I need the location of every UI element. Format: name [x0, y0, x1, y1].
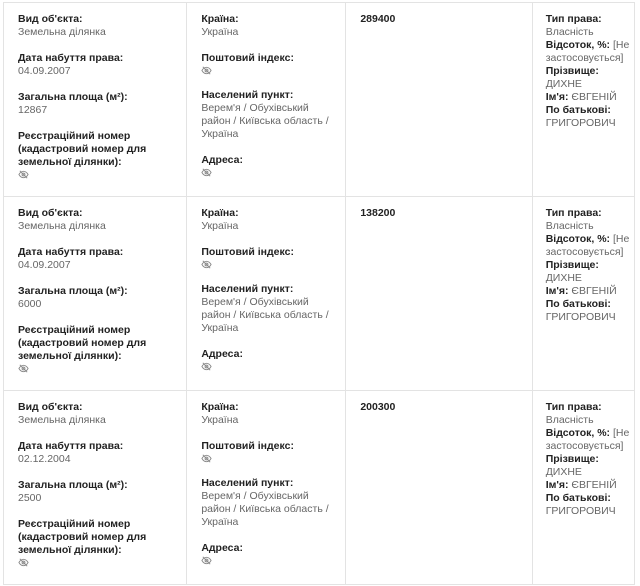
total-area-value: 12867: [18, 104, 48, 116]
eye-crossed-icon: [18, 363, 29, 374]
object-type-value: Земельна ділянка: [18, 26, 106, 38]
table-row: [4, 3, 635, 197]
value-amount: 200300: [360, 401, 396, 413]
value-amount: 138200: [360, 207, 396, 219]
total-area-value: 2500: [18, 492, 42, 504]
total-area-label: Загальна площа (м²):: [18, 285, 128, 297]
object-type-value: Земельна ділянка: [18, 220, 106, 232]
owner-cell: [532, 197, 634, 391]
total-area-label: Загальна площа (м²):: [18, 479, 128, 491]
locality-value: Верем'я / Обухівський район / Київська область / Україна: [201, 296, 329, 334]
object-cell: [4, 197, 187, 391]
acquired-date-value: 04.09.2007: [18, 65, 71, 77]
object-cell: [4, 391, 187, 585]
percent-label: Відсоток, %:: [545, 427, 611, 439]
percent-value: [Не застосовується]: [545, 233, 630, 258]
object-type-label: Вид об'єкта:: [18, 13, 83, 25]
percent-value: [Не застосовується]: [545, 427, 630, 452]
eye-crossed-icon: [201, 167, 212, 178]
address-label: Адреса:: [201, 348, 243, 360]
object-type-label: Вид об'єкта:: [18, 401, 83, 413]
reg-number-label: Реєстраційний номер (кадастровий номер для земельної ділянки):: [18, 518, 147, 556]
country-label: Країна:: [201, 207, 239, 219]
patronymic-label: По батькові:: [545, 104, 611, 116]
name-label: Ім'я:: [545, 285, 569, 297]
locality-label: Населений пункт:: [201, 283, 294, 295]
value-amount: 289400: [360, 13, 396, 25]
locality-label: Населений пункт:: [201, 477, 294, 489]
patronymic-label: По батькові:: [545, 298, 611, 310]
name-value: ЄВГЕНІЙ: [571, 91, 617, 103]
owner-cell: [532, 3, 634, 197]
postal-label: Поштовий індекс:: [201, 246, 294, 258]
name-value: ЄВГЕНІЙ: [571, 479, 617, 491]
surname-value: ДИХНЕ: [545, 272, 582, 284]
total-area-label: Загальна площа (м²):: [18, 91, 128, 103]
reg-number-label: Реєстраційний номер (кадастровий номер для земельної ділянки):: [18, 324, 147, 362]
country-value: Україна: [201, 220, 239, 232]
right-type-value: Власність: [545, 220, 594, 232]
eye-crossed-icon: [18, 557, 29, 568]
name-label: Ім'я:: [545, 91, 569, 103]
eye-crossed-icon: [18, 169, 29, 180]
table-row: [4, 391, 635, 585]
locality-label: Населений пункт:: [201, 89, 294, 101]
name-label: Ім'я:: [545, 479, 569, 491]
right-type-value: Власність: [545, 414, 594, 426]
location-cell: [187, 3, 346, 197]
eye-crossed-icon: [201, 65, 212, 76]
location-cell: [187, 391, 346, 585]
object-cell: [4, 3, 187, 197]
object-type-value: Земельна ділянка: [18, 414, 106, 426]
reg-number-label: Реєстраційний номер (кадастровий номер для земельної ділянки):: [18, 130, 147, 168]
locality-value: Верем'я / Обухівський район / Київська область / Україна: [201, 490, 329, 528]
owner-cell: [532, 391, 634, 585]
location-cell: [187, 197, 346, 391]
address-label: Адреса:: [201, 154, 243, 166]
right-type-value: Власність: [545, 26, 594, 38]
percent-value: [Не застосовується]: [545, 39, 630, 64]
surname-value: ДИХНЕ: [545, 78, 582, 90]
surname-value: ДИХНЕ: [545, 466, 582, 478]
object-type-label: Вид об'єкта:: [18, 207, 83, 219]
patronymic-value: ГРИГОРОВИЧ: [545, 505, 616, 517]
postal-label: Поштовий індекс:: [201, 440, 294, 452]
acquired-date-value: 02.12.2004: [18, 453, 71, 465]
eye-crossed-icon: [201, 259, 212, 270]
address-label: Адреса:: [201, 542, 243, 554]
table-row: [4, 197, 635, 391]
acquired-date-label: Дата набуття права:: [18, 246, 124, 258]
value-cell: [346, 3, 532, 197]
surname-label: Прізвище:: [545, 65, 599, 77]
property-table: [3, 2, 635, 585]
eye-crossed-icon: [201, 453, 212, 464]
surname-label: Прізвище:: [545, 259, 599, 271]
right-type-label: Тип права:: [545, 207, 602, 219]
acquired-date-label: Дата набуття права:: [18, 52, 124, 64]
patronymic-value: ГРИГОРОВИЧ: [545, 311, 616, 323]
eye-crossed-icon: [201, 361, 212, 372]
country-label: Країна:: [201, 401, 239, 413]
acquired-date-value: 04.09.2007: [18, 259, 71, 271]
patronymic-value: ГРИГОРОВИЧ: [545, 117, 616, 129]
acquired-date-label: Дата набуття права:: [18, 440, 124, 452]
patronymic-label: По батькові:: [545, 492, 611, 504]
eye-crossed-icon: [201, 555, 212, 566]
name-value: ЄВГЕНІЙ: [571, 285, 617, 297]
country-value: Україна: [201, 414, 239, 426]
total-area-value: 6000: [18, 298, 42, 310]
value-cell: [346, 391, 532, 585]
right-type-label: Тип права:: [545, 13, 602, 25]
percent-label: Відсоток, %:: [545, 39, 611, 51]
postal-label: Поштовий індекс:: [201, 52, 294, 64]
locality-value: Верем'я / Обухівський район / Київська область / Україна: [201, 102, 329, 140]
country-label: Країна:: [201, 13, 239, 25]
right-type-label: Тип права:: [545, 401, 602, 413]
surname-label: Прізвище:: [545, 453, 599, 465]
country-value: Україна: [201, 26, 239, 38]
percent-label: Відсоток, %:: [545, 233, 611, 245]
value-cell: [346, 197, 532, 391]
